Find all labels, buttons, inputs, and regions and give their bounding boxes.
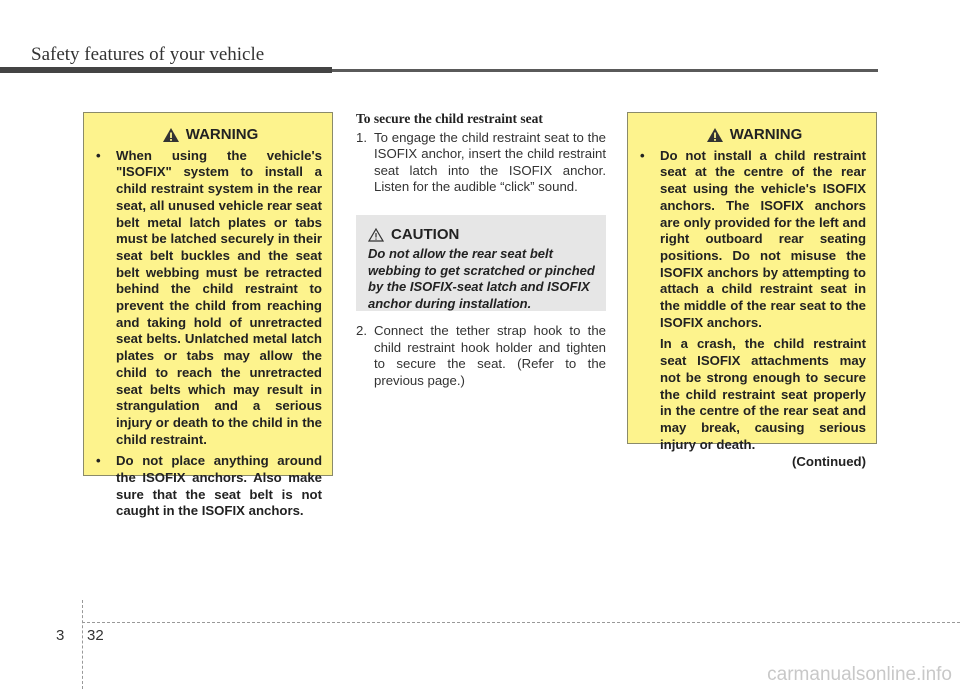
middle-column bbox=[356, 111, 606, 196]
watermark: carmanualsonline.info bbox=[767, 664, 952, 685]
header-rule-accent bbox=[0, 67, 332, 73]
step-2-number: 2. bbox=[356, 323, 367, 338]
caution-box bbox=[356, 215, 606, 311]
bullet-dot: • bbox=[96, 453, 101, 469]
caution-triangle-icon bbox=[368, 228, 384, 242]
warning-triangle-icon bbox=[706, 127, 724, 143]
right-warning-box bbox=[627, 112, 877, 470]
bullet-dot: • bbox=[640, 147, 645, 163]
step-2-block bbox=[356, 323, 606, 389]
section-title: To secure the child restraint seat bbox=[356, 111, 543, 126]
step-2 bbox=[356, 323, 606, 389]
list-item bbox=[642, 148, 866, 332]
page-header-title: Safety features of your vehicle bbox=[31, 44, 265, 65]
footer-rule bbox=[82, 622, 960, 623]
step-2-text: Connect the tether strap hook to the child restraint hook holder and tighten to secure the seat. (Refer to the previous page.) bbox=[374, 323, 606, 388]
warning-triangle-icon bbox=[162, 127, 180, 143]
step-1-number: 1. bbox=[356, 129, 367, 145]
page-number: 32 bbox=[87, 627, 104, 644]
left-warning-bullet-2: Do not place anything around the ISOFIX anchors. Also make sure that the seat belt is not caught in the ISOFIX anchors. bbox=[116, 453, 322, 519]
left-warning-heading bbox=[98, 127, 322, 144]
right-warning-heading-text: WARNING bbox=[729, 126, 803, 143]
left-warning-heading-text: WARNING bbox=[185, 126, 259, 143]
list-item bbox=[98, 453, 322, 520]
left-warning-bullet-1: When using the vehicle's "ISOFIX" system to install a child restraint system in the rear seat, all unused vehicle rear seat belt metal latch plates or tabs must be latched securely in their seat belt buckles and the seat belt webbing must be retracted behind the child restraint to prevent the child from reaching and taking hold of unretracted seat belts. Unlatched metal latch plates or tabs may allow the child to reach the unretracted seat belts which may result in strangulation and a serious injury or death to the child in the child restraint. bbox=[116, 147, 322, 447]
right-warning-bullet: Do not install a child restraint seat at the centre of the rear seat using the vehicle's ISOFIX anchors. The ISOFIX anchors are only provided for the left and right outboard rear seating positions. Do not misuse the ISOFIX anchors by attempting to attach a child restraint seat in the middle of the rear seat to the ISOFIX anchors. bbox=[660, 147, 866, 330]
list-item bbox=[98, 148, 322, 449]
caution-heading bbox=[368, 226, 598, 243]
right-warning-note: In a crash, the child restraint seat ISOFIX attachments may not be strong enough to secure the child restraint seat properly in the centre of the rear seat and may break, causing serious injury or death. bbox=[660, 336, 866, 452]
caution-heading-text: CAUTION bbox=[391, 226, 460, 243]
caution-text: Do not allow the rear seat belt webbing to get scratched or pinched by the ISOFIX-seat latch and ISOFIX anchor during installation. bbox=[368, 246, 595, 311]
step-1-text: To engage the child restraint seat to the ISOFIX anchor, insert the child restraint seat latch into the ISOFIX anchor. Listen for the audible “click” sound. bbox=[374, 129, 606, 195]
chapter-number: 3 bbox=[56, 627, 65, 644]
continued-label: (Continued) bbox=[792, 454, 866, 470]
right-warning-heading bbox=[642, 127, 866, 144]
left-warning-box bbox=[83, 112, 333, 519]
step-1 bbox=[356, 130, 606, 196]
footer-divider bbox=[82, 600, 83, 689]
bullet-dot: • bbox=[96, 147, 101, 163]
